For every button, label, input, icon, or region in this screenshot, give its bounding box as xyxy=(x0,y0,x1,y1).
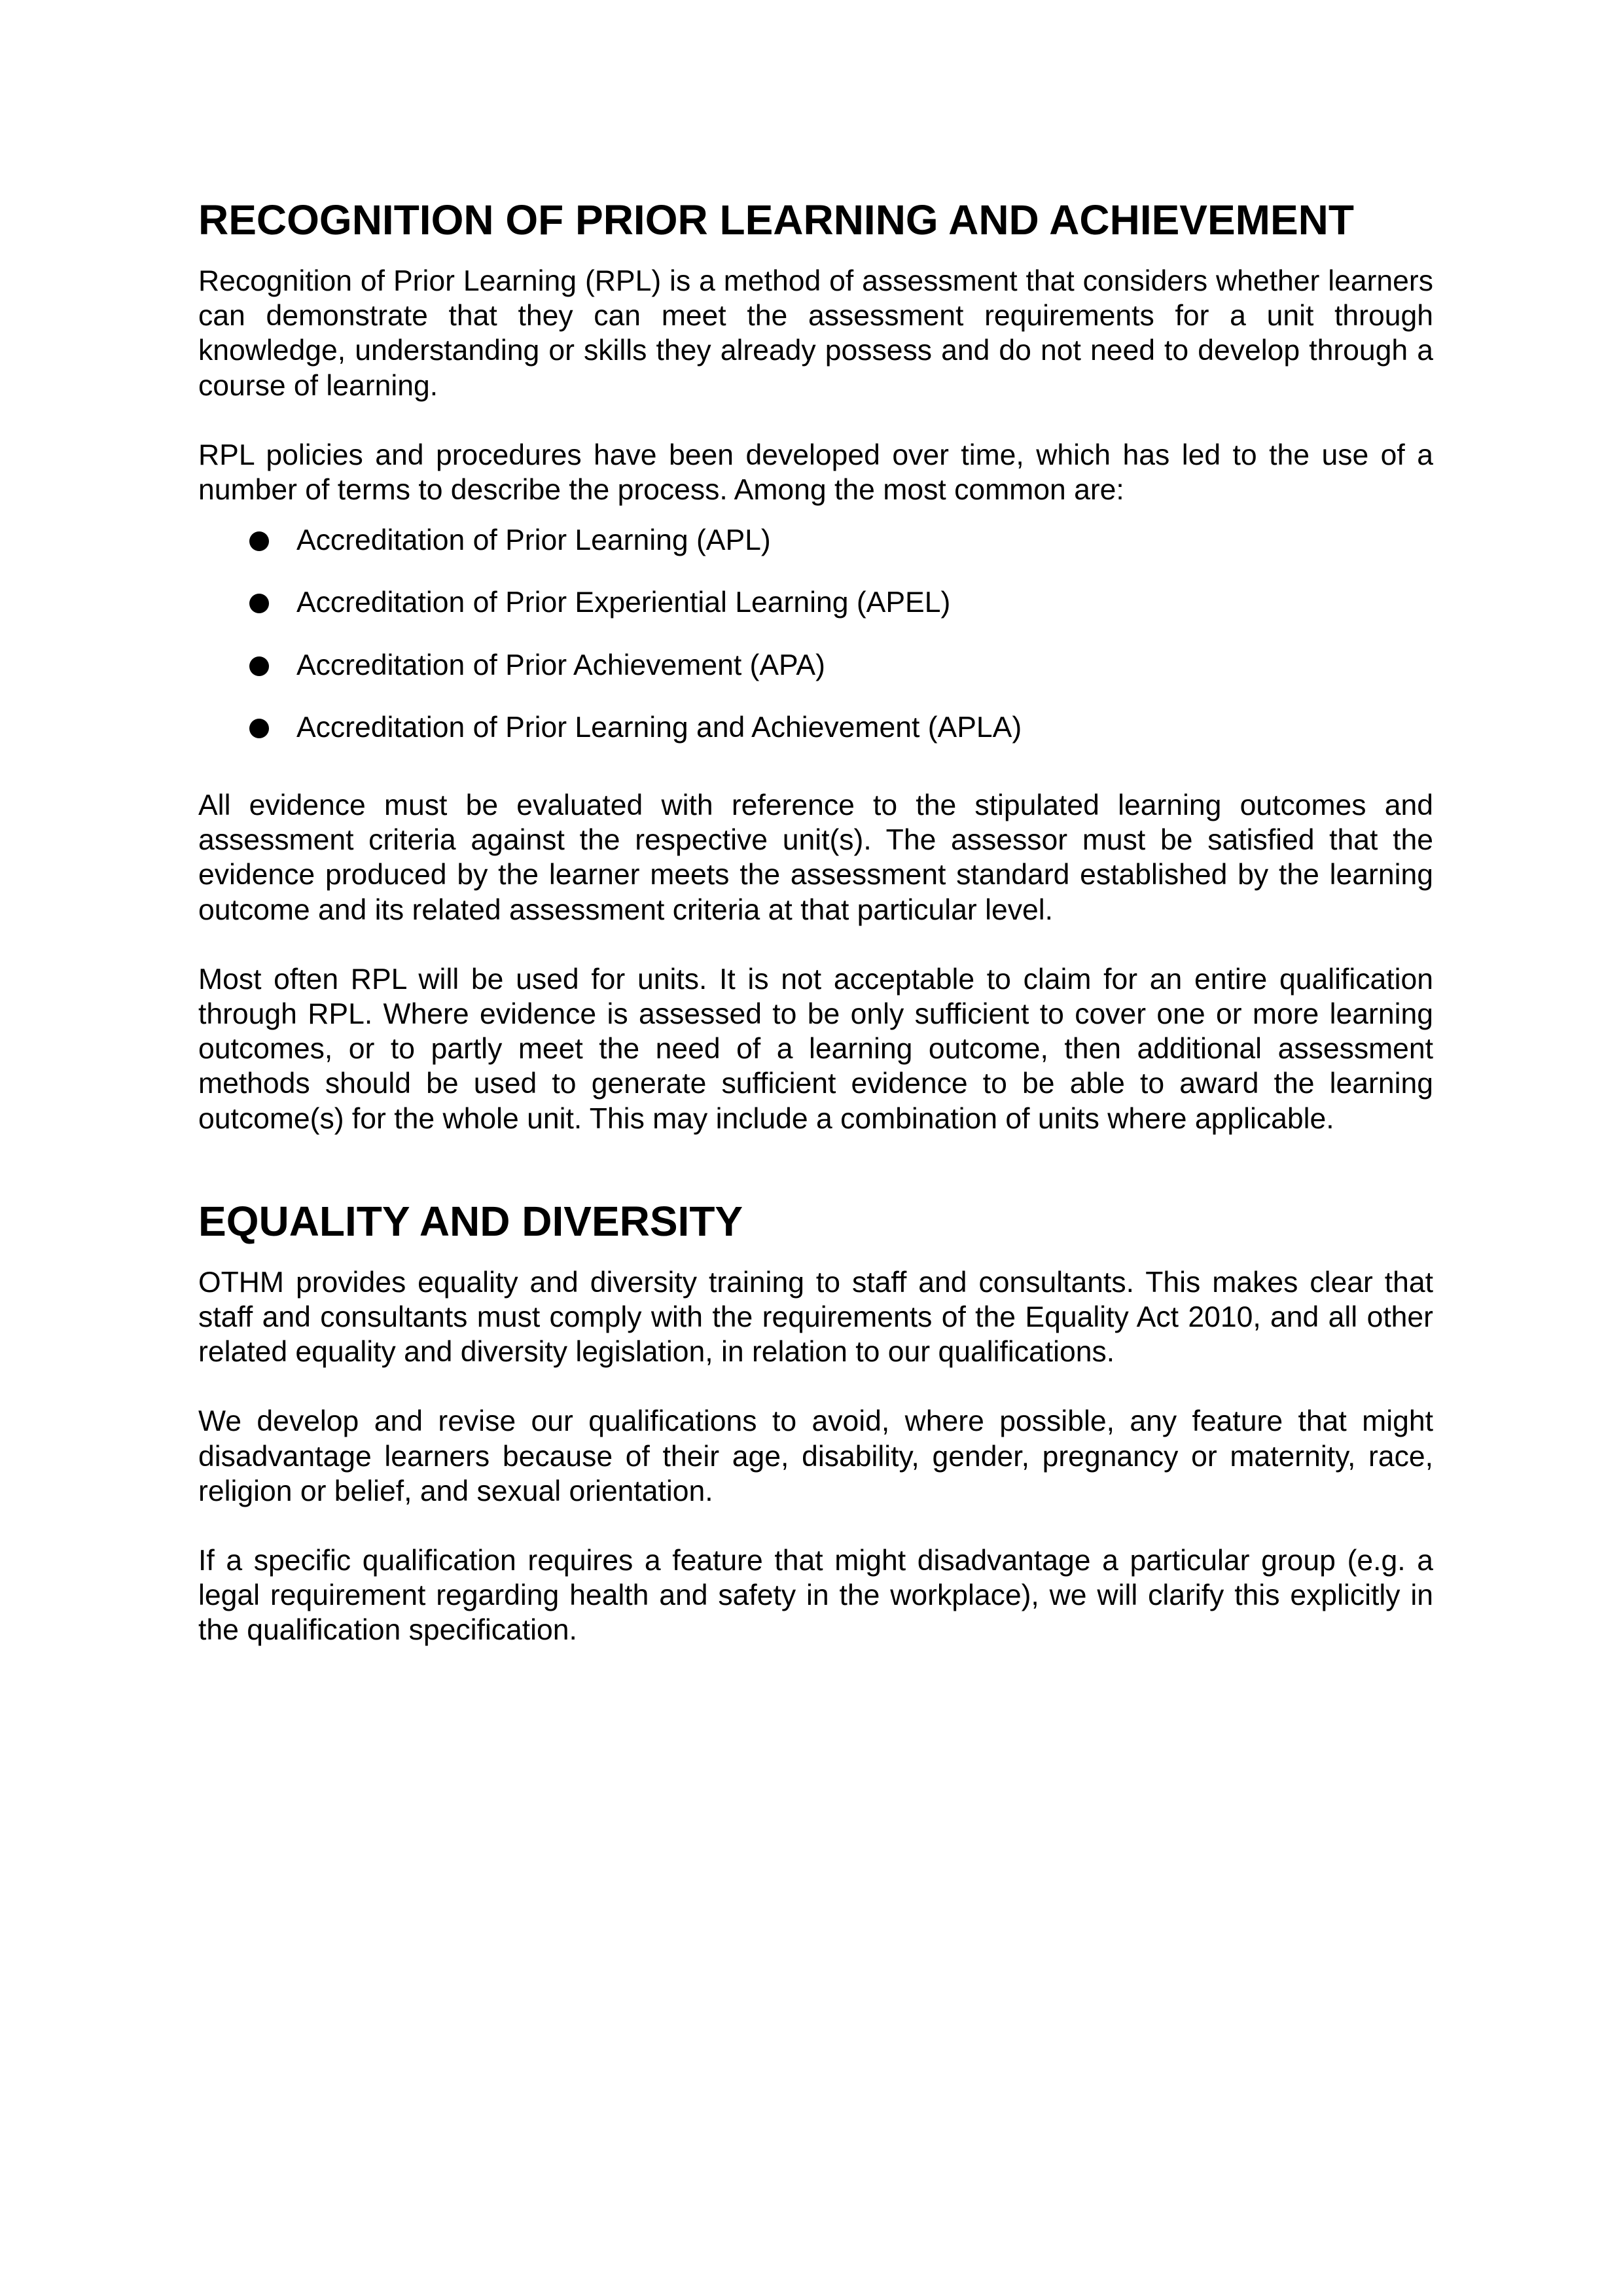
rpl-heading: RECOGNITION OF PRIOR LEARNING AND ACHIEVEMENT xyxy=(198,196,1354,243)
rpl-paragraph-3: All evidence must be evaluated with reference to the stipulated learning outcomes and assessment criteria against the respective unit(s). The assessor must be satisfied that the evidence produced by the learner meets the assessment standard established by the learning outcome and its related assessment criteria at that particular level. xyxy=(198,789,1433,926)
bullet-icon xyxy=(249,594,269,613)
document-page xyxy=(198,194,1433,1648)
list-item-text: Accreditation of Prior Achievement (APA) xyxy=(296,649,825,681)
bullet-icon xyxy=(249,656,269,676)
bullet-icon xyxy=(249,531,269,551)
equality-heading: EQUALITY AND DIVERSITY xyxy=(198,1197,743,1245)
rpl-paragraph-1: Recognition of Prior Learning (RPL) is a method of assessment that considers whether learners can demonstrate that they can meet the assessment requirements for a unit through knowledge, understanding or skills they already possess and do not need to develop through a course of learning. xyxy=(198,265,1433,402)
bullet-icon xyxy=(249,719,269,738)
list-item xyxy=(198,523,1433,558)
list-item-text: Accreditation of Prior Learning and Achievement (APLA) xyxy=(296,711,1022,744)
list-item-text: Accreditation of Prior Experiential Learning (APEL) xyxy=(296,586,951,619)
equality-paragraph-1: OTHM provides equality and diversity training to staff and consultants. This makes clear that staff and consultants must comply with the requirements of the Equality Act 2010, and all other related equality and diversity legislation, in relation to our qualifications. xyxy=(198,1266,1433,1369)
list-item xyxy=(198,585,1433,620)
equality-paragraph-2: We develop and revise our qualifications to avoid, where possible, any feature that might disadvantage learners because of their age, disability, gender, pregnancy or maternity, race, religion or belief, and sexual orientation. xyxy=(198,1405,1433,1507)
equality-paragraph-3: If a specific qualification requires a feature that might disadvantage a particular group (e.g. a legal requirement regarding health and safety in the workplace), we will clarify this explicitly in the qualification specification. xyxy=(198,1545,1433,1647)
rpl-paragraph-4: Most often RPL will be used for units. It is not acceptable to claim for an entire qualification through RPL. Where evidence is assessed to be only sufficient to cover one or more learning outcomes, or to partly meet the need of a learning outcome, then additional assessment methods should be used to generate sufficient evidence to be able to award the learning outcome(s) for the whole unit. This may include a combination of units where applicable. xyxy=(198,963,1433,1135)
list-item-text: Accreditation of Prior Learning (APL) xyxy=(296,524,771,557)
rpl-terms-list xyxy=(198,523,1433,745)
list-item xyxy=(198,710,1433,745)
rpl-paragraph-2: RPL policies and procedures have been developed over time, which has led to the use of a number of terms to describe the process. Among the most common are: xyxy=(198,439,1433,507)
list-item xyxy=(198,648,1433,683)
